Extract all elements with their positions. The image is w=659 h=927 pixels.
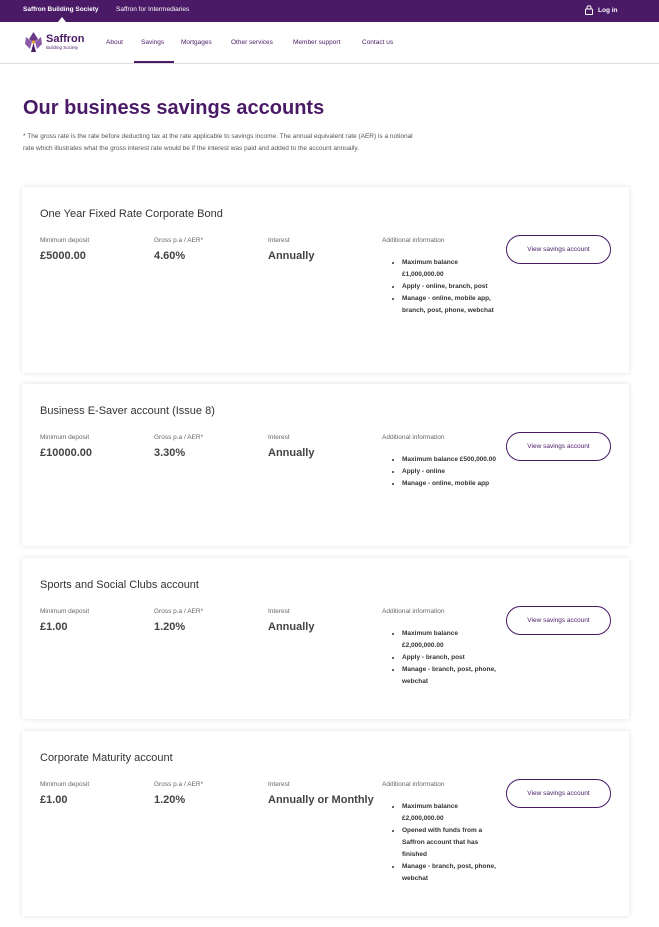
- min-deposit-label: Minimum deposit: [40, 781, 90, 788]
- account-card: [22, 384, 629, 546]
- account-card: [22, 731, 629, 916]
- view-savings-account-button[interactable]: View savings account: [506, 235, 611, 264]
- account-title: Business E-Saver account (Issue 8): [40, 405, 215, 417]
- main-navigation: [0, 22, 659, 64]
- min-deposit-label: Minimum deposit: [40, 608, 90, 615]
- nav-other-services[interactable]: Other services: [231, 39, 273, 46]
- additional-info-list: [390, 801, 500, 885]
- logo-subtitle: Building Society: [46, 45, 79, 50]
- rate-value: 1.20%: [154, 621, 186, 633]
- rate-disclaimer: * The gross rate is the rate before deducting tax at the rate applicable to savings income. The annual equivalent rate (AER) is a notional rate which illustrates what the gross interest rate would be if the interest was paid and added to the account annually.: [23, 133, 413, 152]
- additional-info-label: Additional information: [382, 608, 445, 615]
- nav-mortgages[interactable]: Mortgages: [181, 39, 212, 46]
- additional-info-list: [390, 257, 500, 317]
- view-savings-account-button[interactable]: View savings account: [506, 606, 611, 635]
- min-deposit-value: £5000.00: [40, 250, 86, 262]
- additional-info-list: [390, 454, 500, 490]
- brand-link[interactable]: Saffron Building Society: [23, 6, 99, 13]
- interest-label: Interest: [268, 781, 290, 788]
- rate-value: 3.30%: [154, 447, 186, 459]
- additional-info-label: Additional information: [382, 781, 445, 788]
- nav-contact-us[interactable]: Contact us: [362, 39, 394, 46]
- nav-savings[interactable]: Savings: [141, 39, 165, 46]
- rate-label: Gross p.a / AER*: [154, 237, 204, 244]
- min-deposit-value: £1.00: [40, 621, 68, 633]
- saffron-flower-icon: [23, 30, 44, 54]
- logo-name: Saffron: [46, 33, 85, 45]
- saffron-logo[interactable]: [23, 30, 85, 54]
- interest-value: Annually: [268, 250, 315, 262]
- info-item: • Apply - online: [402, 466, 500, 478]
- additional-info-label: Additional information: [382, 434, 445, 441]
- info-item: • Manage - online, mobile app, branch, post, phone, webchat: [402, 293, 500, 317]
- interest-value: Annually: [268, 621, 315, 633]
- view-savings-account-button[interactable]: View savings account: [506, 779, 611, 808]
- info-item: • Manage - branch, post, phone, webchat: [402, 664, 500, 688]
- min-deposit-value: £1.00: [40, 794, 68, 806]
- min-deposit-label: Minimum deposit: [40, 434, 90, 441]
- intermediaries-link[interactable]: Saffron for Intermediaries: [116, 6, 190, 13]
- rate-label: Gross p.a / AER*: [154, 781, 204, 788]
- interest-label: Interest: [268, 434, 290, 441]
- top-utility-bar: [0, 0, 659, 22]
- info-item: • Manage - branch, post, phone, webchat: [402, 861, 500, 885]
- min-deposit-label: Minimum deposit: [40, 237, 90, 244]
- additional-info-label: Additional information: [382, 237, 445, 244]
- info-item: • Maximum balance £2,000,000.00: [402, 801, 500, 825]
- interest-value: Annually or Monthly: [268, 794, 374, 806]
- info-item: • Apply - online, branch, post: [402, 281, 500, 293]
- interest-label: Interest: [268, 608, 290, 615]
- min-deposit-value: £10000.00: [40, 447, 92, 459]
- info-item: • Manage - online, mobile app: [402, 478, 500, 490]
- rate-value: 1.20%: [154, 794, 186, 806]
- nav-about[interactable]: About: [106, 39, 123, 46]
- rate-label: Gross p.a / AER*: [154, 608, 204, 615]
- info-item: • Apply - branch, post: [402, 652, 500, 664]
- login-label: Log in: [598, 6, 618, 14]
- active-nav-indicator: [134, 61, 174, 63]
- info-item: • Maximum balance £1,000,000.00: [402, 257, 500, 281]
- rate-value: 4.60%: [154, 250, 186, 262]
- view-savings-account-button[interactable]: View savings account: [506, 432, 611, 461]
- lock-icon: [585, 5, 593, 15]
- account-title: Sports and Social Clubs account: [40, 579, 199, 591]
- info-item: • Maximum balance £2,000,000.00: [402, 628, 500, 652]
- rate-label: Gross p.a / AER*: [154, 434, 204, 441]
- login-link[interactable]: [585, 5, 618, 15]
- page-title: Our business savings accounts: [23, 97, 325, 119]
- nav-member-support[interactable]: Member support: [293, 39, 341, 46]
- interest-value: Annually: [268, 447, 315, 459]
- interest-label: Interest: [268, 237, 290, 244]
- additional-info-list: [390, 628, 500, 688]
- info-item: • Maximum balance £500,000.00: [402, 454, 500, 466]
- account-card: [22, 558, 629, 719]
- account-card: [22, 187, 629, 373]
- account-title: Corporate Maturity account: [40, 752, 173, 764]
- account-title: One Year Fixed Rate Corporate Bond: [40, 208, 223, 220]
- info-item: • Opened with funds from a Saffron account that has finished: [402, 825, 500, 861]
